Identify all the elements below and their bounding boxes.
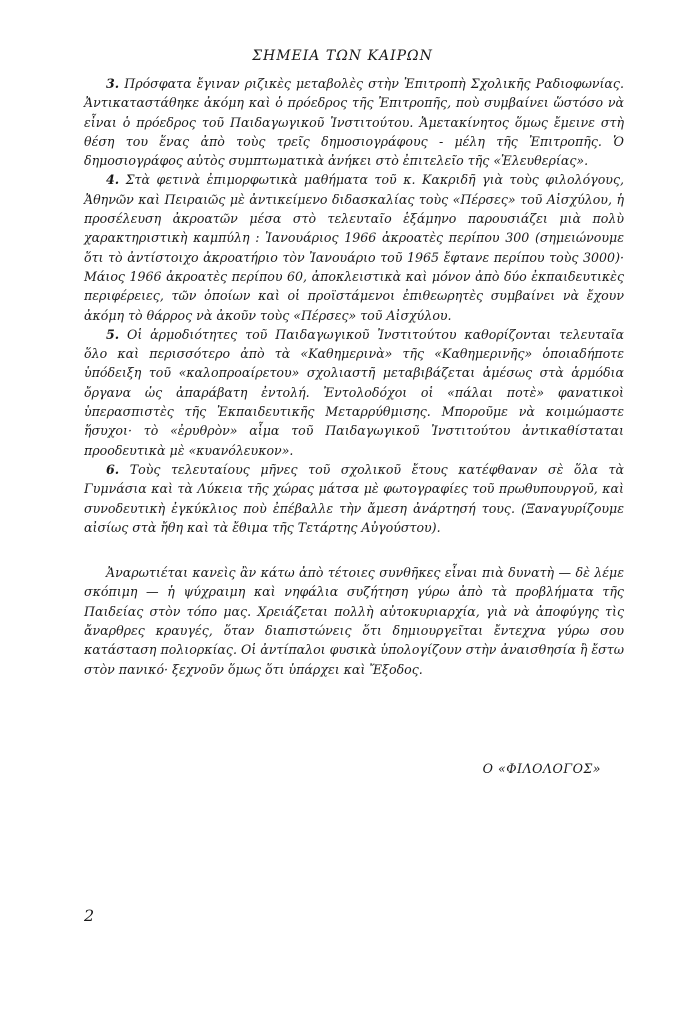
item-text: Στὰ φετινὰ ἐπιμορφωτικὰ μαθήματα τοῦ κ. Κακριδῆ γιὰ τοὺς φιλολόγους, Ἀθηνῶν καὶ Πειραιῶς μὲ ἀντικείμενο διδασκαλίας τοὺς «Πέρσες» τοῦ Αἰσχύλου, ἡ προσέλευση ἀκροατῶν μέσα στὸ τελευταῖο ἑξάμηνο παρουσιάζει μιὰ πολὺ χαρακτηριστικὴ καμπύλη : Ἰανουάριος 1966 ἀκροατὲς περίπου 300 (σημειώνουμε ὅτι τὸ ἀντίστοιχο ἀκροατήριο τὸν Ἰανουάριο τοῦ 1965 ἔφτανε περίπου τοὺς 3000)· Μάιος 1966 ἀκροατὲς περίπου 60, ἀποκλειστικὰ καὶ μόνον ἀπὸ δύο ἐκπαιδευτικὲς περιφέρειες, τῶν ὁποίων καὶ οἱ προϊστάμενοι ἐπιθεωρητὲς συμβαίνει νὰ ἔχουν ἀκόμη τὸ θάρρος νὰ ἀκοῦν τοὺς «Πέρσες» τοῦ Αἰσχύλου. [84,172,624,323]
paragraph-item-4 [84,170,624,324]
paragraph-item-3 [84,74,624,170]
item-number: 4. [106,172,120,188]
item-text: Πρόσφατα ἔγιναν ριζικὲς μεταβολὲς στὴν Ἐπιτροπὴ Σχολικῆς Ραδιοφωνίας. Ἀντικαταστάθηκε ἀκόμη καὶ ὁ πρόεδρος τῆς Ἐπιτροπῆς, ποὺ συμβαίνει ὥστόσο νὰ εἶναι ὁ πρόεδρος τοῦ Παιδαγωγικοῦ Ἰνστιτούτου. Ἀμετακίνητος ὅμως ἔμεινε στὴ θέση του ἕνας ἀπὸ τοὺς τρεῖς δημοσιογράφους - μέλη τῆς Ἐπιτροπῆς. Ὁ δημοσιογράφος αὐτὸς συμπτωματικὰ ἀνήκει στὸ ἐπιτελεῖο τῆς «Ἐλευθερίας». [84,76,624,169]
page-number: 2 [84,906,95,925]
item-number: 6. [106,461,120,477]
author-signature: Ο «ΦΙΛΟΛΟΓΟΣ» [482,761,601,776]
paragraph-item-6 [84,460,624,537]
item-number: 5. [106,326,120,342]
item-text: Οἱ ἁρμοδιότητες τοῦ Παιδαγωγικοῦ Ἰνστιτούτου καθορίζονται τελευταῖα ὅλο καὶ περισσότερο ἀπὸ τὰ «Καθημερινὰ» τῆς «Καθημερινῆς» ὁποιαδήποτε ὑπόδειξη τοῦ «καλοπροαίρετου» σχολιαστῆ μεταβιβάζεται ἀμέσως στὰ ἁρμόδια ὄργανα ὡς ἀπαράβατη ἐντολή. Ἐντολοδόχοι οἱ «πάλαι ποτὲ» φανατικοὶ ὑπερασπιστὲς τῆς Ἐκπαιδευτικῆς Μεταρρύθμισης. Μποροῦμε νὰ κοιμώμαστε ἥσυχοι· τὸ «ἐρυθρὸν» αἷμα τοῦ Παιδαγωγικοῦ Ἰνστιτούτου ἀντικαθίσταται προοδευτικὰ μὲ «κυανόλευκον». [84,326,624,458]
item-text: Τοὺς τελευταίους μῆνες τοῦ σχολικοῦ ἔτους κατέφθαναν σὲ ὅλα τὰ Γυμνάσια καὶ τὰ Λύκεια τῆς χώρας μάτσα μὲ φωτογραφίες τοῦ πρωθυπουργοῦ, καὶ συνοδευτικὴ ἐγκύκλιος ποὺ ἐπέβαλλε τὴν ἄμεση ἀνάρτησή τους. (Ξαναγυρίζουμε αἰσίως στὰ ἤθη καὶ τὰ ἔθιμα τῆς Τετάρτης Αὐγούστου). [84,461,624,535]
article-body [84,74,624,679]
running-header: ΣΗΜΕΙΑ ΤΩΝ ΚΑΙΡΩΝ [252,48,433,64]
closing-paragraph: Ἀναρωτιέται κανεὶς ἂν κάτω ἀπὸ τέτοιες συνθῆκες εἶναι πιὰ δυνατὴ — δὲ λέμε σκόπιμη — ἡ ψύχραιμη καὶ νηφάλια συζήτηση γύρω ἀπὸ τὰ προβλήματα τῆς Παιδείας στὸν τόπο μας. Χρειάζεται πολλὴ αὐτοκυριαρχία, γιὰ νὰ ἀποφύγης τὶς ἄναρθρες κραυγές, ὅταν διαπιστώνεις ὅτι δημιουργεῖται ἔντεχνα γύρω σου κατάσταση πολιορκίας. Οἱ ἀντίπαλοι φυσικὰ ὑπολογίζουν στὴν ἀναισθησία ἢ ἔστω στὸν πανικό· ξεχνοῦν ὅμως ὅτι ὑπάρχει καὶ Ἔξοδος. [84,565,624,677]
paragraph-item-5 [84,325,624,460]
item-number: 3. [106,76,120,91]
